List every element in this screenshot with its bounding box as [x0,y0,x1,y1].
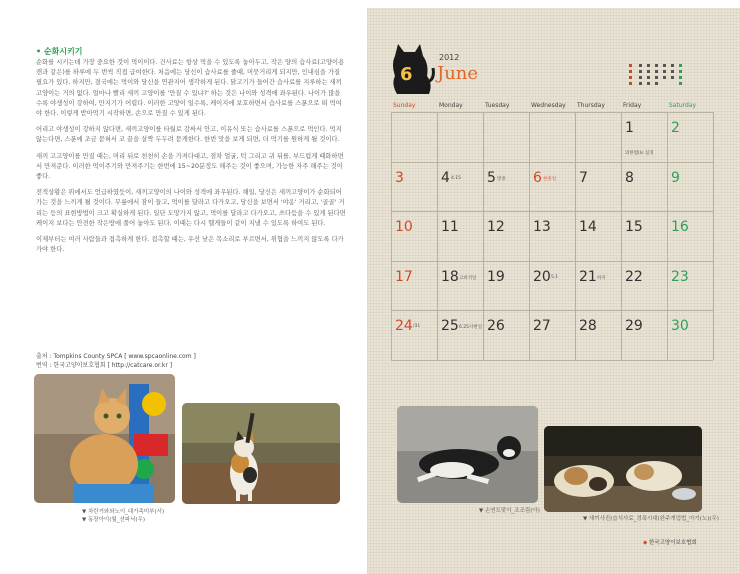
article-body [36,58,346,261]
grid-hline [391,261,713,262]
calendar-day-note: 4.15 [451,175,462,181]
day-header-thursday: Thursday [577,102,605,109]
calendar-day-21: 21 [579,268,597,285]
calendar-day-6: 6 [533,169,542,186]
eating-cats-photo [544,426,702,512]
calendar-day-1: 1 [625,120,634,136]
calendar-day-19: 19 [487,268,505,285]
calendar-day-29: 29 [625,318,643,335]
calendar-day-24: 24 [395,318,413,335]
calendar-day-28: 28 [579,318,597,335]
day-header-saturday: Saturday [669,102,697,109]
left-page [0,0,366,574]
day-header-monday: Monday [439,102,463,109]
photo-caption-1: ▼ 차란거와와노이_대가족미부(서) [82,509,165,515]
calendar-day-note: 하지 [597,275,606,281]
calendar-day-note: 의한법(Is 침경 [625,151,654,156]
calendar-day-22: 22 [625,268,643,285]
source-line: 출처 : Tompkins County SPCA [ www.spcaonline.com ] [36,353,196,360]
day-header-wednesday: Wednesday [531,102,566,109]
grid-vline [713,112,714,360]
footer-org-name: 한국고양이보호협회 [648,540,697,546]
grid-vline [437,112,438,360]
calendar-year: 2012 [439,53,460,62]
calico-cat-photo [182,403,340,504]
paragraph-5: 이제부터는 여러 사람들과 접촉하게 한다. 접촉할 때는, 우선 낮은 목소리로 부르면서, 위협을 느끼지 않도록 다가가야 한다. [36,236,344,254]
calendar-page [367,8,740,574]
grid-hline [391,112,713,113]
day-header-sunday: Sunday [393,102,416,109]
grid-hline [391,162,713,163]
grid-hline [391,211,713,212]
grid-vline [391,112,392,360]
calendar-day-26: 26 [487,318,505,335]
source-credits [36,352,196,370]
paragraph-4: 전적상황은 위에서도 언급하였듯이, 새끼고양이의 나이와 성격에 좌우된다. 해일, 당신은 새끼고양이가 순화되어가는 것을 느끼게 될 것이다. 무릎에서 잠이 들고, 먹이를 달라고 다가오고, 당신을 보면서 '야옹' 거리고, '골골' 거리는 등의 표현방법이 크고 확실하게 된다. 일단 도망가지 않고, 먹이를 달라고 다가오고, 쓰다듬을 수 있게 된다면 케이지 보다는 안전한 작은방에 풀어 놓아도 된다. 이때는 다시 헬게들이 같이 지낼 수 있도록 하여도 된다. [36,189,346,227]
day-headers [391,100,713,112]
paragraph-2: 어리고 야생성이 강하지 않다면, 새끼고양이를 타월로 감싸서 안고, 이유식 또는 습사료를 스푼으로 먹인다. 먹지 않는다면, 스푼에 조금 묻혀서 코 끝을 살짝 두두려 묻게한다. 한번 맛을 보게 되면, 더 먹기를 원하게 될 것이다. [36,126,342,144]
calendar-day-9: 9 [671,169,680,186]
grid-hline [391,310,713,311]
orange-cat-photo [34,374,175,503]
calendar-month-name: June [437,63,479,84]
calendar-day-5: 5 [487,169,496,186]
calendar-day-note: 고희석일 [459,275,477,281]
calendar-day-note: 망종 [497,176,506,182]
calendar-photo-caption-1: ▼ 손연도맞이_조조림(아) [479,508,540,514]
calendar-day-27: 27 [533,318,551,335]
sleeping-cat-photo [397,406,538,503]
calendar-day-note: /31 [413,324,421,330]
calendar-day-25: 25 [441,318,459,335]
calendar-photo-caption-2: ▼ 새끼사진(습식사료_경폭시대(완주개업법_아기(노)(우) [583,516,719,522]
mini-calendar-next-month [629,62,709,92]
grid-vline [575,112,576,360]
grid-vline [667,112,668,360]
calendar-day-note: 6.25사변일 [459,325,483,331]
calendar-day-23: 23 [671,268,689,285]
day-header-friday: Friday [623,102,642,109]
paragraph-1: 순화를 시키는데 가장 중요한 것이 먹이이다. 건사료는 항상 먹을 수 있도록 놓아두고, 작은 양의 습사료(고양이용 캔과 같은)를 하루에 두 번씩 직접 급여한다. 처음에는 당신이 습사료를 줄때, 머뭇거리게 되지만, 인내심을 가질 필요가 있다. 하지만, 결국에는 먹이와 당신을 연관지어 생각하게 된다. 닭고기가 들어간 습사료를 지루하는 새끼 고양이는 거의 없다. 얼마나 빨리 새끼 고양이를 '만질 수 있냐?' 하는 것은 나이와 성격에 좌우된다. 나이가 많을수록 야생성이 강하여, 만지기가 어렵다. 이러한 고양이 일수록, 케이지에 보호하면서 습사료를 스푼으로 떠 먹여야 한다. 이렇게 받아먹기 시작하면, 손으로 만질 수 있게 된다. [36,59,345,118]
calendar-day-15: 15 [625,219,643,236]
paragraph-3: 새끼 고고양이를 만질 때는, 머리 뒤로 천천히 손을 가져다대고, 점차 얼굴, 턱 그리고 귀 뒤를, 부드럽게 때화하면서 만져준다. 이러한 먹이주기와 만져주기는 한번에 15~20분정도 해주는 것이 좋으며, 가능한 자주 해주는 것이 좋다. [36,152,344,181]
calendar-day-30: 30 [671,318,689,335]
calendar-day-note: 5.1 [551,274,559,280]
calendar-day-11: 11 [441,219,459,236]
grid-vline [483,112,484,360]
calendar-day-20: 20 [533,268,551,285]
calendar-day-10: 10 [395,219,413,236]
footer-org [643,538,697,546]
calendar-day-12: 12 [487,219,505,236]
calendar-day-14: 14 [579,219,597,236]
calendar-day-3: 3 [395,169,404,186]
calendar-day-7: 7 [579,169,588,186]
section-title: • 순화시키기 [36,47,83,56]
grid-vline [529,112,530,360]
calendar-day-13: 13 [533,219,551,236]
calendar-day-18: 18 [441,268,459,285]
photo-caption-2: ▼ 동장아이(월_선파닉(우) [82,517,145,523]
calendar-day-note: 현충일 [543,176,557,182]
translation-line: 번역 : 한국고양이보호협회 [ http://catcare.or.kr ] [36,362,173,369]
calendar-day-17: 17 [395,268,413,285]
calendar-day-16: 16 [671,219,689,236]
calendar-day-8: 8 [625,169,634,186]
day-header-tuesday: Tuesday [485,102,510,109]
paw-icon: ◆ [643,540,648,546]
calendar-grid [391,112,713,360]
grid-vline [621,112,622,360]
month-number: 6 [400,64,413,85]
calendar-day-2: 2 [671,120,680,136]
grid-hline [391,360,713,361]
calendar-day-4: 4 [441,169,450,186]
